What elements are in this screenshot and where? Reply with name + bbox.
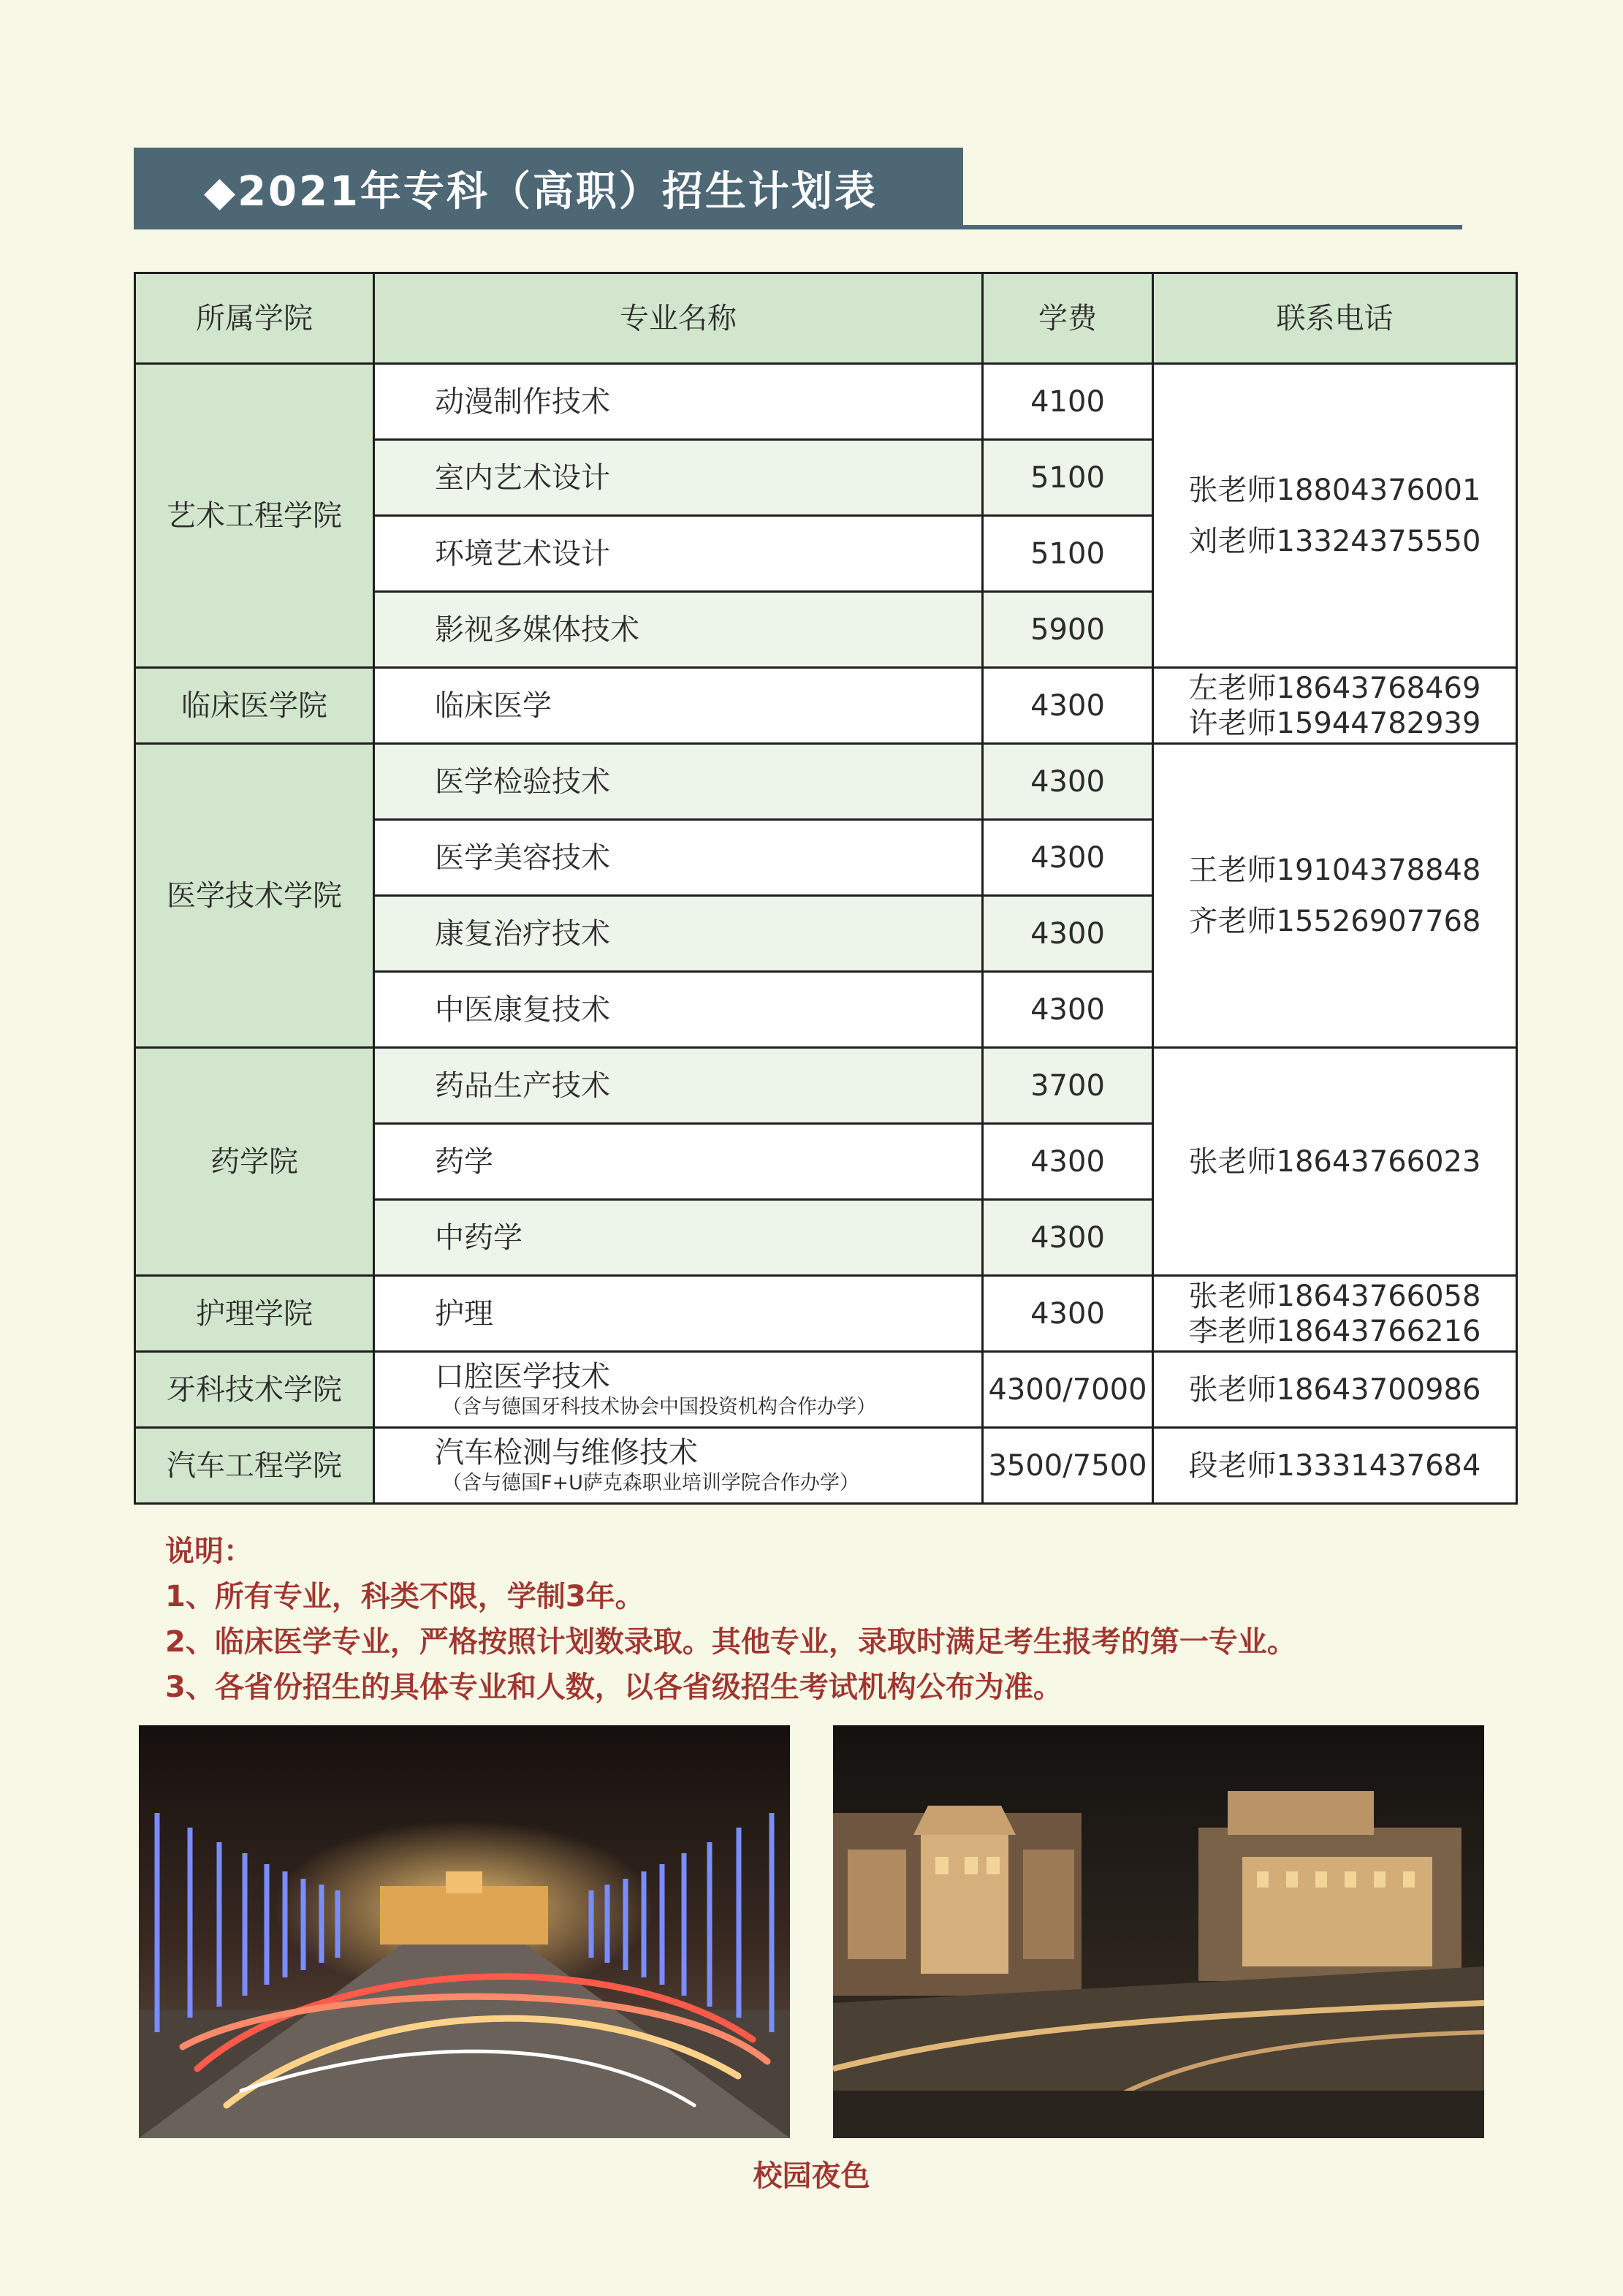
major-cell: 康复治疗技术 <box>374 896 983 972</box>
fee-cell: 5100 <box>983 440 1153 516</box>
page-title: ◆2021年专科（高职）招生计划表 <box>134 148 963 229</box>
contact-cell <box>1153 364 1517 668</box>
contact-cell <box>1153 744 1517 1048</box>
contact-line: 张老师18643700986 <box>1188 1372 1481 1407</box>
major-cell: 影视多媒体技术 <box>374 592 983 668</box>
table-row <box>135 1276 1517 1352</box>
header-fee: 学费 <box>983 273 1153 364</box>
contact-line: 王老师19104378848 <box>1188 853 1481 887</box>
major-cell: 环境艺术设计 <box>374 516 983 592</box>
major-cell: 医学检验技术 <box>374 744 983 820</box>
contact-line: 齐老师15526907768 <box>1188 904 1481 938</box>
contact-line: 张老师18643766023 <box>1188 1144 1481 1179</box>
fee-cell: 4300 <box>983 668 1153 744</box>
table-header-row <box>135 273 1517 364</box>
campus-night-photo-avenue <box>139 1725 790 2138</box>
fee-cell: 4100 <box>983 364 1153 440</box>
major-cell: 医学美容技术 <box>374 820 983 896</box>
fee-cell: 3500/7500 <box>983 1428 1153 1504</box>
title-underline <box>134 225 1462 229</box>
college-cell: 护理学院 <box>135 1276 374 1352</box>
major-cell <box>374 1352 983 1428</box>
fee-cell: 4300 <box>983 972 1153 1048</box>
contact-line: 张老师18804376001 <box>1188 473 1481 507</box>
contact-cell <box>1153 1276 1517 1352</box>
note-item: 3、各省份招生的具体专业和人数，以各省级招生考试机构公布为准。 <box>165 1670 1063 1704</box>
fee-cell: 4300 <box>983 896 1153 972</box>
major-cell: 临床医学 <box>374 668 983 744</box>
campus-night-photo-buildings <box>833 1725 1484 2138</box>
major-cell: 护理 <box>374 1276 983 1352</box>
header-major: 专业名称 <box>374 273 983 364</box>
contact-line: 刘老师13324375550 <box>1188 524 1481 558</box>
major-cell <box>374 1428 983 1504</box>
table-row <box>135 668 1517 744</box>
contact-line: 李老师18643766216 <box>1188 1314 1481 1348</box>
major-cell: 室内艺术设计 <box>374 440 983 516</box>
contact-line: 段老师13331437684 <box>1188 1448 1481 1483</box>
contact-line: 许老师15944782939 <box>1188 706 1481 740</box>
fee-cell: 4300 <box>983 1200 1153 1276</box>
major-cell: 中医康复技术 <box>374 972 983 1048</box>
fee-cell: 4300 <box>983 1276 1153 1352</box>
contact-cell <box>1153 668 1517 744</box>
major-note: （含与德国牙科技术协会中国投资机构合作办学） <box>442 1396 876 1419</box>
major-cell: 中药学 <box>374 1200 983 1276</box>
contact-line: 左老师18643768469 <box>1188 671 1481 705</box>
contact-cell <box>1153 1428 1517 1504</box>
fee-cell: 5900 <box>983 592 1153 668</box>
college-cell: 临床医学院 <box>135 668 374 744</box>
college-cell: 汽车工程学院 <box>135 1428 374 1504</box>
contact-cell <box>1153 1352 1517 1428</box>
table-row <box>135 744 1517 820</box>
enrollment-plan-table <box>134 272 1518 1505</box>
major-note: （含与德国F+U萨克森职业培训学院合作办学） <box>442 1472 859 1495</box>
note-item: 2、临床医学专业，严格按照计划数录取。其他专业，录取时满足考生报考的第一专业。 <box>165 1625 1296 1659</box>
fee-cell: 4300 <box>983 820 1153 896</box>
fee-cell: 4300 <box>983 1124 1153 1200</box>
contact-line: 张老师18643766058 <box>1188 1279 1481 1313</box>
major-name: 口腔医学技术 <box>435 1360 610 1394</box>
major-cell: 药品生产技术 <box>374 1048 983 1124</box>
header-contact: 联系电话 <box>1153 273 1517 364</box>
table-row <box>135 1428 1517 1504</box>
notes-heading: 说明： <box>165 1535 253 1568</box>
table-row <box>135 364 1517 440</box>
fee-cell: 5100 <box>983 516 1153 592</box>
major-cell: 动漫制作技术 <box>374 364 983 440</box>
major-name: 汽车检测与维修技术 <box>435 1436 698 1470</box>
notes-section <box>165 1529 1495 1710</box>
contact-cell <box>1153 1048 1517 1276</box>
college-cell: 药学院 <box>135 1048 374 1276</box>
college-cell: 医学技术学院 <box>135 744 374 1048</box>
college-cell: 艺术工程学院 <box>135 364 374 668</box>
fee-cell: 4300/7000 <box>983 1352 1153 1428</box>
fee-cell: 3700 <box>983 1048 1153 1124</box>
table-row <box>135 1048 1517 1124</box>
note-item: 1、所有专业，科类不限，学制3年。 <box>165 1580 645 1613</box>
college-cell: 牙科技术学院 <box>135 1352 374 1428</box>
fee-cell: 4300 <box>983 744 1153 820</box>
header-college: 所属学院 <box>135 273 374 364</box>
major-cell: 药学 <box>374 1124 983 1200</box>
table-row <box>135 1352 1517 1428</box>
photo-caption: 校园夜色 <box>753 2159 870 2193</box>
